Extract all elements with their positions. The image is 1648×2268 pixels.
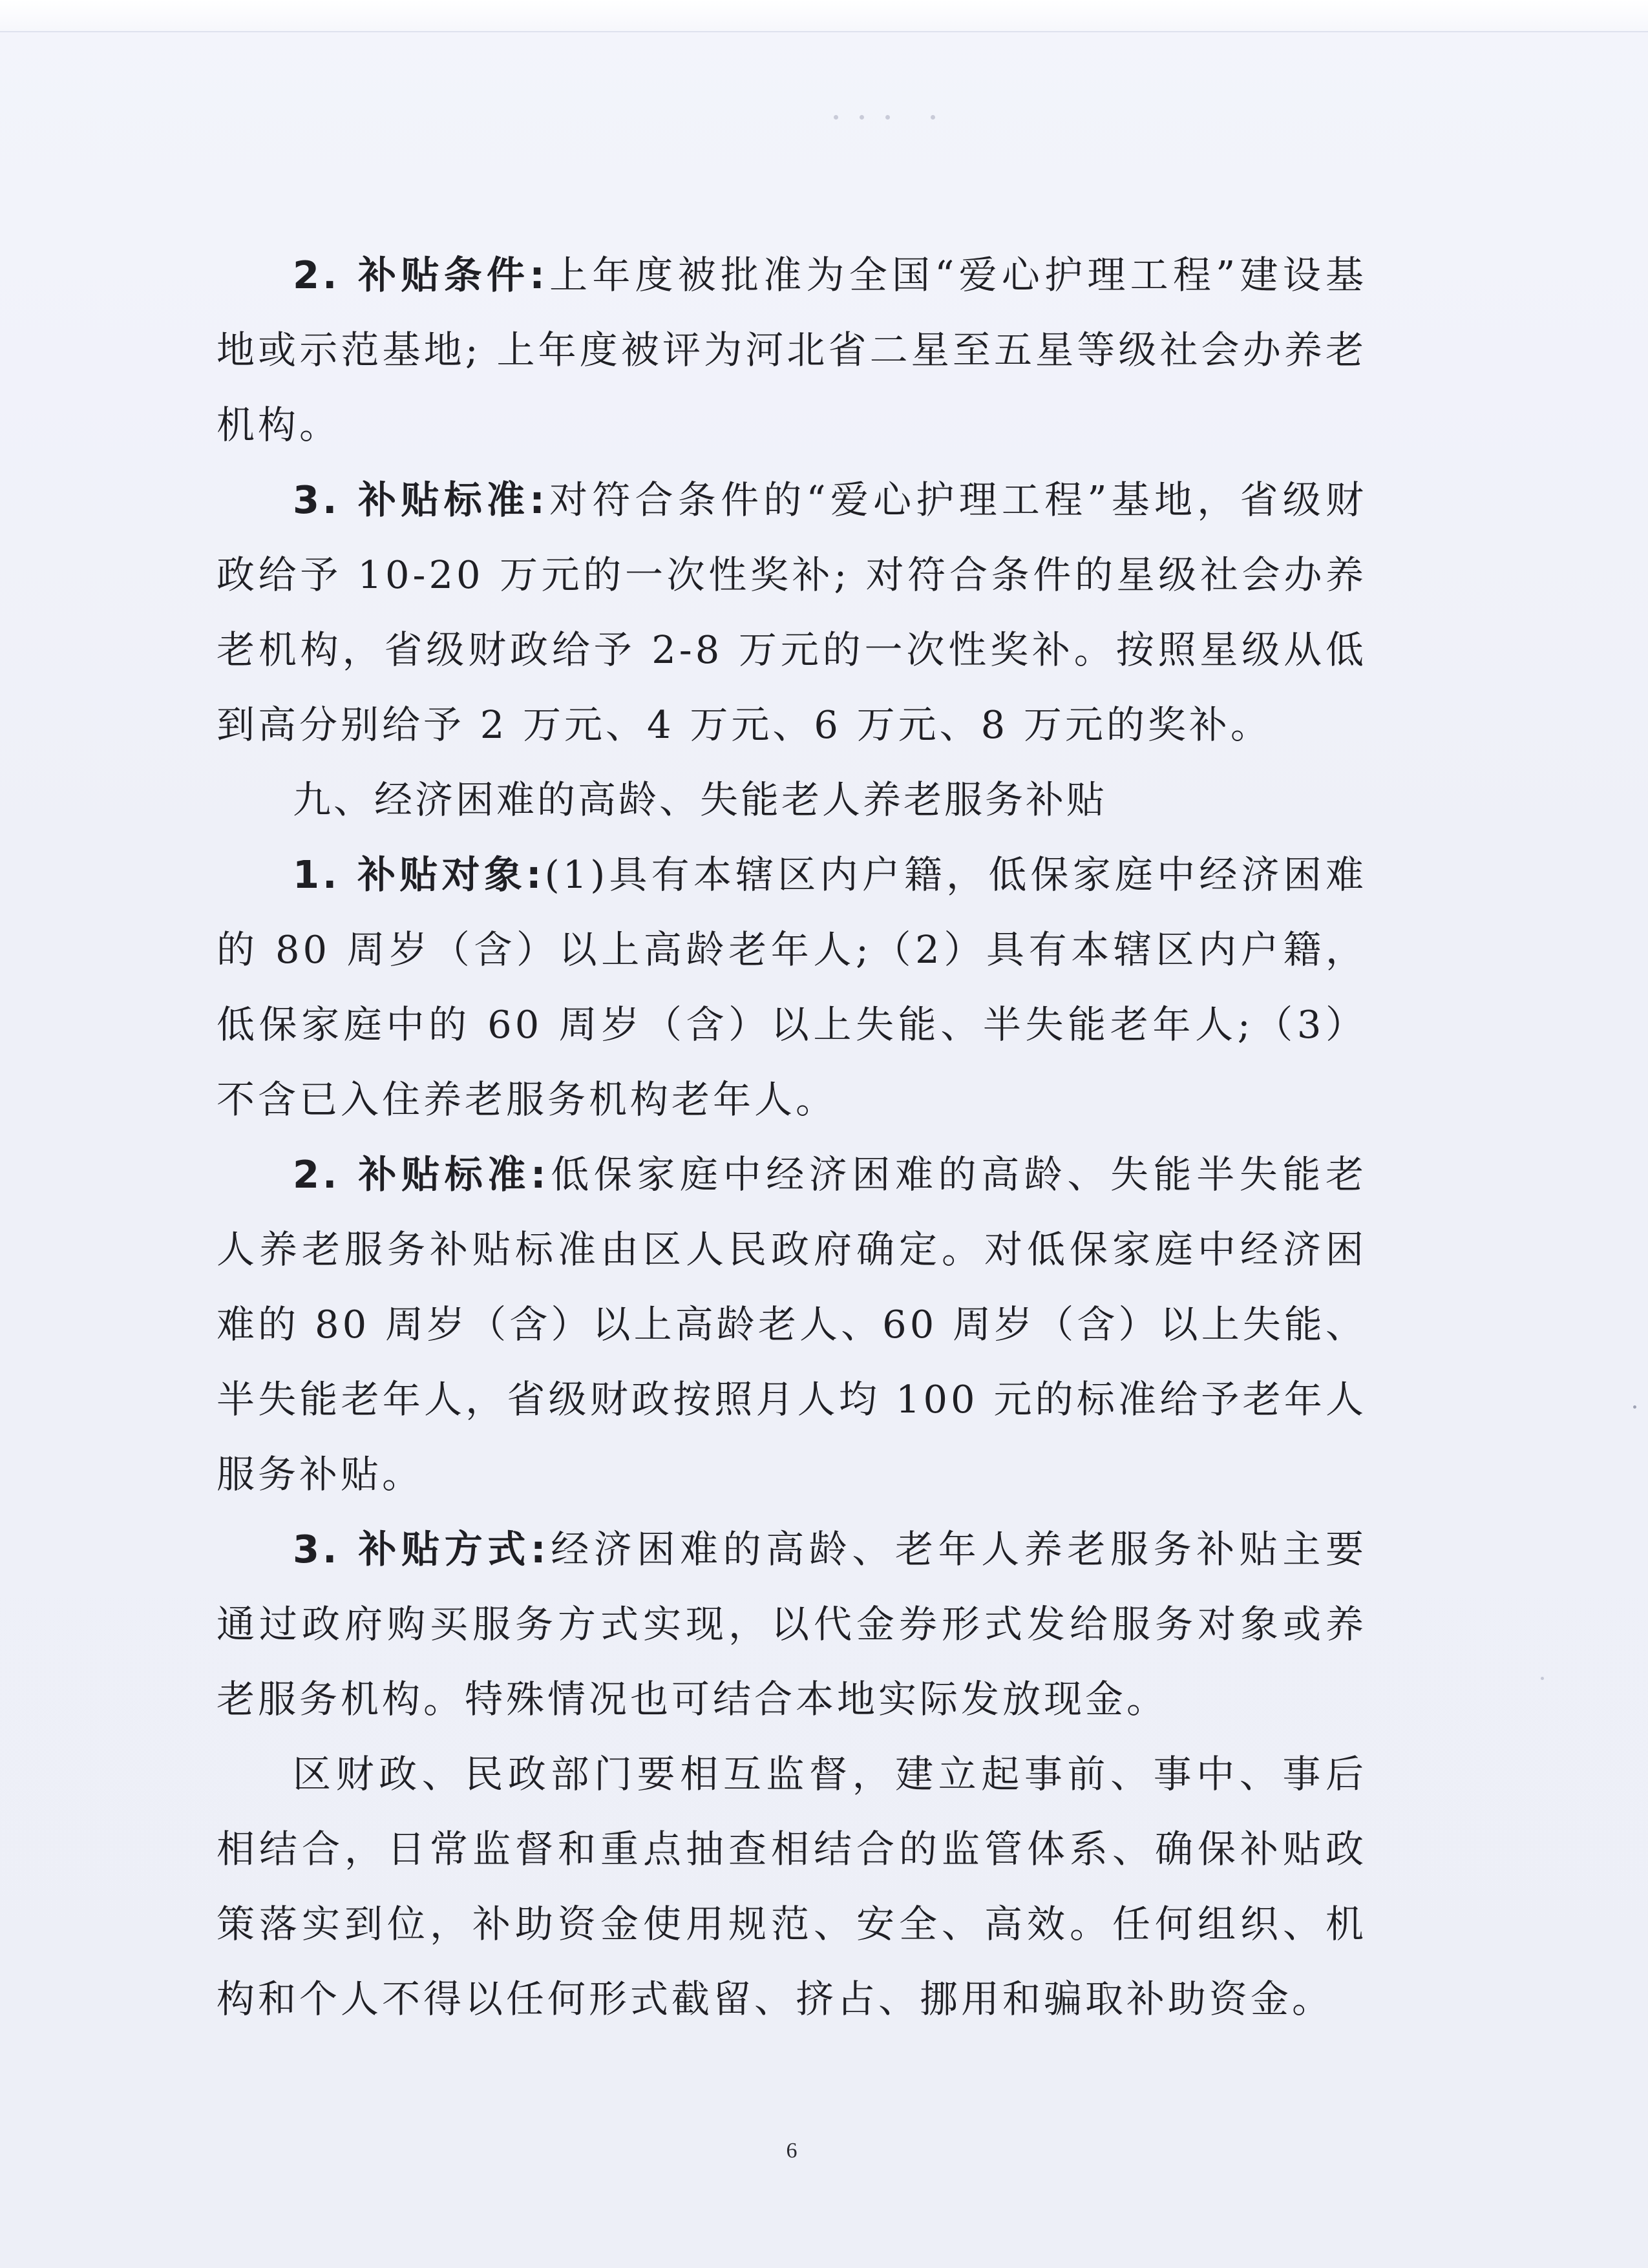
paragraph-label: 1. 补贴对象: <box>293 852 545 897</box>
paragraph-text: (1)具有本辖区内户籍，低保家庭中经济困难的 80 周岁（含）以上高龄老年人;（2）具有本辖区内户籍，低保家庭中的 60 周岁（含）以上失能、半失能老年人;（3）不含已入住养老服务机构老年人。 <box>217 852 1367 1122</box>
paragraph-subsidy-standard <box>217 463 1367 762</box>
paragraph-label: 2. 补贴标准: <box>293 1152 549 1197</box>
section-heading-nine: 九、经济困难的高龄、失能老人养老服务补贴 <box>293 777 1108 822</box>
page-number: 6 <box>786 2139 798 2163</box>
paragraph-text: 低保家庭中经济困难的高龄、失能半失能老人养老服务补贴标准由区人民政府确定。对低保家庭中经济困难的 80 周岁（含）以上高龄老人、60 周岁（含）以上失能、半失能老年人，省级财政按照月人均 100 元的标准给予老年人服务补贴。 <box>217 1152 1367 1496</box>
paragraph-label: 3. 补贴方式: <box>293 1527 549 1571</box>
paragraph-supervision: 区财政、民政部门要相互监督，建立起事前、事中、事后相结合，日常监督和重点抽查相结合的监管体系、确保补贴政策落实到位，补助资金使用规范、安全、高效。任何组织、机构和个人不得以任何形式截留、挤占、挪用和骗取补助资金。 <box>217 1752 1367 2021</box>
paragraph-subsidy-targets <box>217 837 1367 1137</box>
scan-top-edge <box>0 0 1648 32</box>
paragraph-subsidy-standard-2 <box>217 1137 1367 1512</box>
scan-artifact-dots <box>834 110 944 129</box>
paragraph-label: 2. 补贴条件: <box>293 253 548 297</box>
paragraph-text: 上年度被批准为全国“爱心护理工程”建设基地或示范基地; 上年度被评为河北省二星至五星等级社会办养老机构。 <box>217 253 1368 447</box>
paragraph-text: 经济困难的高龄、老年人养老服务补贴主要通过政府购买服务方式实现，以代金券形式发给服务对象或养老服务机构。特殊情况也可结合本地实际发放现金。 <box>217 1527 1367 1721</box>
paragraph-subsidy-conditions <box>217 238 1367 463</box>
paragraph-label: 3. 补贴标准: <box>293 478 548 522</box>
document-body <box>217 238 1367 2037</box>
scan-speck <box>1541 1677 1544 1680</box>
paragraph-text: 对符合条件的“爱心护理工程”基地，省级财政给予 10-20 万元的一次性奖补; 对符合条件的星级社会办养老机构，省级财政给予 2-8 万元的一次性奖补。按照星级从低到高分别给予 2 万元、4 万元、6 万元、8 万元的奖补。 <box>217 478 1368 747</box>
scan-speck <box>1633 1405 1636 1409</box>
paragraph-subsidy-method <box>217 1512 1367 1737</box>
